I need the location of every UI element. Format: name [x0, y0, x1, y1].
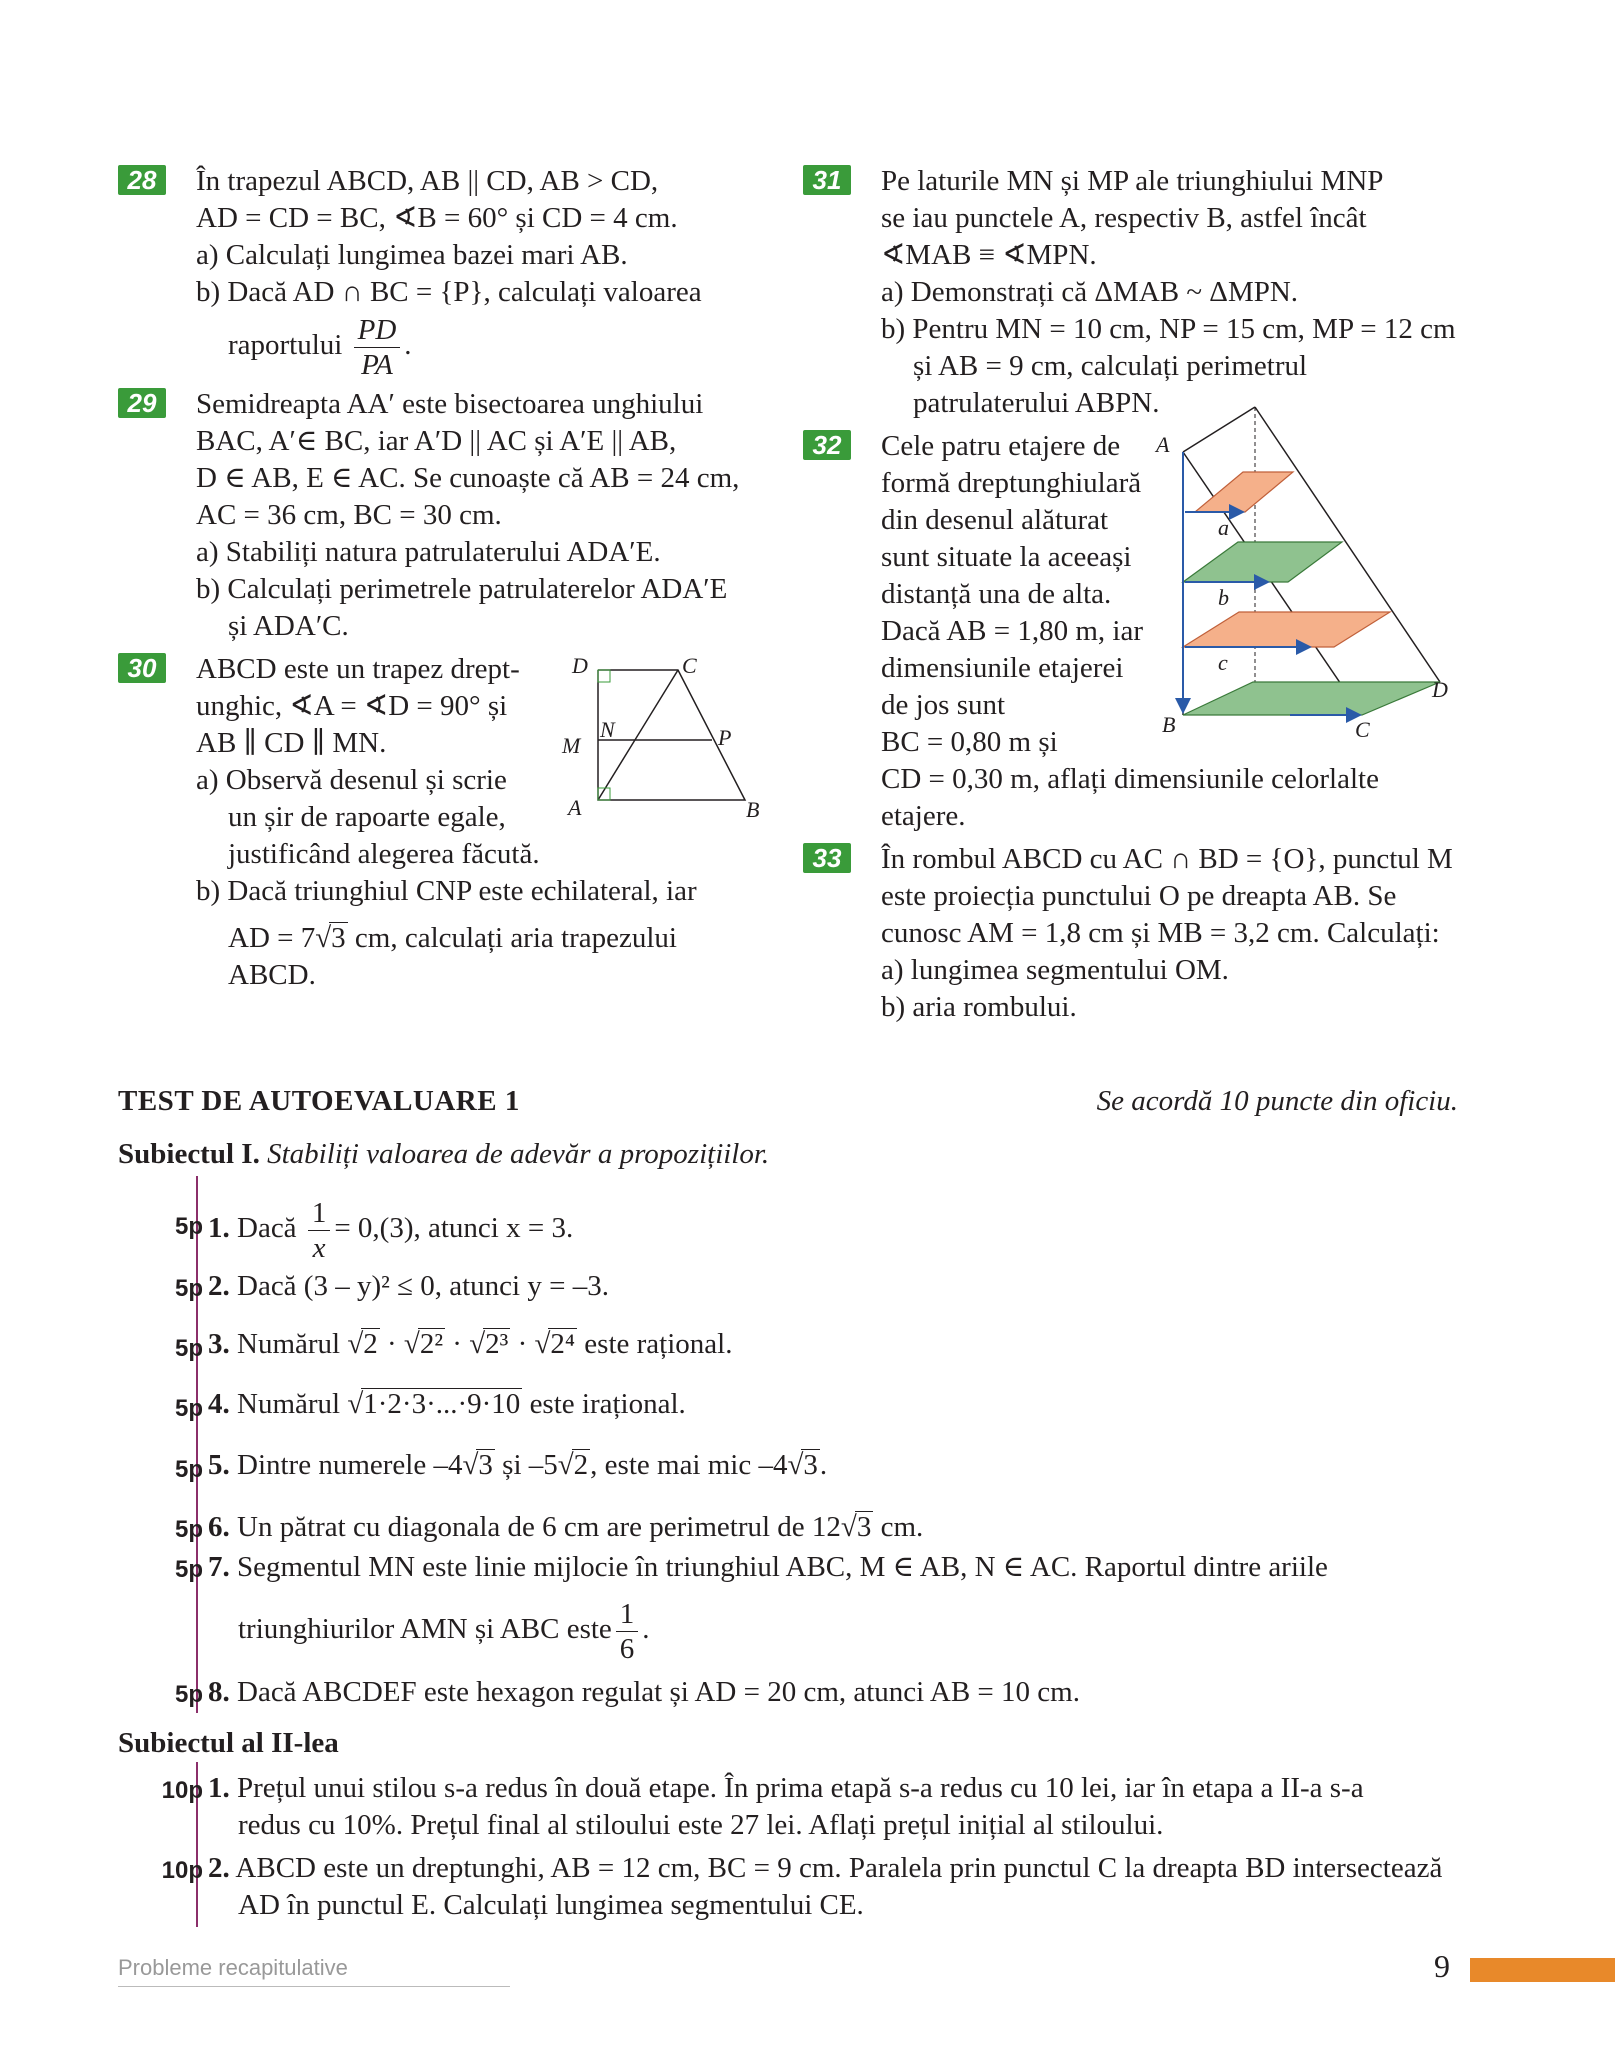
points: 10p: [161, 1857, 203, 1884]
problem-number-badge: 33: [803, 843, 851, 873]
problem-line: a) Demonstrați că ΔMAB ~ ΔMPN.: [881, 276, 1299, 308]
radicand: 2²: [419, 1328, 444, 1360]
problem-line: este proiecția punctului O pe dreapta AB. Se: [881, 880, 1397, 912]
problem-number-badge: 32: [803, 430, 851, 460]
subject-2-label: Subiectul al II-lea: [118, 1727, 339, 1759]
item-tail: este rațional.: [584, 1328, 733, 1360]
item-body: ABCD este un dreptunghi, AB = 12 cm, BC = 9 cm. Paralela prin punctul C la dreapta BD intersectează: [235, 1852, 1443, 1884]
subject-1-instruction: Stabiliți valoarea de adevăr a propozițiilor.: [267, 1138, 770, 1170]
problem-line: BAC, A′∈ BC, iar A′D || AC și A′E || AB,: [196, 425, 677, 457]
problem-line: patrulaterului ABPN.: [913, 387, 1160, 419]
item-text: [208, 1850, 1442, 1887]
test-note: Se acordă 10 puncte din oficiu.: [1096, 1085, 1458, 1117]
points: 5p: [174, 1556, 203, 1583]
points: 5p: [174, 1335, 203, 1362]
item-text: 4. Numărul √1·2·3·...·9·10 este irațional.: [208, 1388, 686, 1420]
problem-line: Semidreapta AA′ este bisectoarea unghiului: [196, 388, 704, 420]
fraction-numerator: PD: [354, 313, 401, 348]
radicand: 3: [478, 1449, 493, 1481]
item-tail: cm.: [880, 1511, 924, 1543]
problem-line: de jos sunt: [881, 689, 1006, 721]
sqrt-symbol: √: [315, 922, 332, 954]
item-body-continued: redus cu 10%. Prețul final al stiloului este 27 lei. Aflați prețul inițial al stiloului.: [238, 1809, 1164, 1841]
problem-line: și ADA′C.: [228, 610, 349, 642]
points: 5p: [174, 1275, 203, 1302]
problem-line: b) Dacă AD ∩ BC = {P}, calculați valoarea: [196, 276, 702, 308]
radicand: 2³: [485, 1328, 509, 1360]
item-lead: Dacă: [237, 1212, 297, 1245]
item-text-continued: triunghiurilor AMN și ABC este $\frac{1}{6}$ .: [238, 1598, 650, 1665]
item-lead: Dintre numerele –4: [237, 1449, 463, 1481]
problem-line: a) lungimea segmentului OM.: [881, 954, 1229, 986]
label-C: C: [1355, 717, 1370, 742]
problem-line: ABCD.: [228, 959, 316, 991]
item-lead: Un pătrat cu diagonala de 6 cm are perimetrul de 12: [237, 1511, 841, 1543]
problem-line: formă dreptunghiulară: [881, 467, 1142, 499]
label-D: D: [572, 655, 588, 678]
problem-line: b) Calculați perimetrele patrulaterelor ADA′E: [196, 573, 728, 605]
problem-line: b) Pentru MN = 10 cm, NP = 15 cm, MP = 12 cm: [881, 313, 1456, 345]
problem-line: dimensiunile etajerei: [881, 652, 1124, 684]
problem-line: a) Observă desenul și scrie: [196, 764, 507, 796]
test-title: TEST DE AUTOEVALUARE 1: [118, 1085, 520, 1117]
label-C: C: [682, 655, 697, 678]
label-a: a: [1218, 515, 1229, 540]
radicand: 1·2·3·...·9·10: [363, 1388, 521, 1420]
problem-line: din desenul alăturat: [881, 504, 1109, 536]
problem-number-badge: 28: [118, 165, 166, 195]
problem-line: CD = 0,30 m, aflați dimensiunile celorlalte: [881, 763, 1379, 795]
fraction-denominator: PA: [361, 349, 393, 381]
radicand: 3: [803, 1449, 818, 1481]
item-tail: este irațional.: [529, 1388, 686, 1420]
item-number: 8.: [208, 1676, 230, 1708]
points: 10p: [161, 1777, 203, 1804]
problem-line: Cele patru etajere de: [881, 430, 1121, 462]
item-number: 5.: [208, 1449, 230, 1481]
footer-section-title: Probleme recapitulative: [118, 1955, 348, 1980]
problem-line: AD = CD = BC, ∢B = 60° și CD = 4 cm.: [196, 202, 678, 234]
problem-line: distanță una de alta.: [881, 578, 1112, 610]
radicand: 3: [331, 922, 346, 954]
item-number: 1.: [208, 1212, 230, 1245]
item-body: Dacă (3 – y)² ≤ 0, atunci y = –3.: [237, 1270, 609, 1302]
item-number: 4.: [208, 1388, 230, 1420]
fraction-denominator: x: [312, 1232, 326, 1264]
item-lead: Segmentul MN este linie mijlocie în triunghiul ABC, M ∈ AB, N ∈ AC. Raportul dintre ariile: [237, 1551, 1328, 1583]
radicand: 3: [856, 1511, 872, 1543]
label-P: P: [718, 725, 732, 750]
raport-label: raportului: [228, 329, 343, 362]
problem-line: a) Calculați lungimea bazei mari AB.: [196, 239, 628, 271]
problem-line: un șir de rapoarte egale,: [228, 801, 506, 833]
item-tail: , este mai mic –4: [590, 1449, 788, 1481]
points: 5p: [174, 1516, 203, 1543]
problem-number-badge: 29: [118, 388, 166, 418]
problem-line: și AB = 9 cm, calculați perimetrul: [913, 350, 1308, 382]
problem-line: BC = 0,80 m și: [881, 726, 1058, 758]
label-b: b: [1218, 585, 1229, 610]
item-number: 7.: [208, 1551, 230, 1583]
problem-line: se iau punctele A, respectiv B, astfel încât: [881, 202, 1367, 234]
problem-line: Pe laturile MN și MP ale triunghiului MNP: [881, 165, 1384, 197]
item-lead-2: triunghiurilor AMN și ABC este: [238, 1613, 612, 1646]
problem-line: În rombul ABCD cu AC ∩ BD = {O}, punctul M: [881, 843, 1453, 875]
points: 5p: [174, 1213, 203, 1240]
points: 5p: [174, 1681, 203, 1708]
item-number: 6.: [208, 1511, 230, 1543]
fraction-numerator: 1: [616, 1597, 639, 1632]
expression-text: cm, calculați aria trapezului: [354, 922, 677, 954]
item-text: 3. Numărul √2 · √2² · √2³ · √2⁴ este rațional.: [208, 1328, 733, 1360]
problem-line: raportului $\frac{PD}{PA}$ .: [228, 314, 412, 381]
item-body-continued: AD în punctul E. Calculați lungimea segmentului CE.: [238, 1889, 864, 1921]
problem-line: cunosc AM = 1,8 cm și MB = 3,2 cm. Calculați:: [881, 917, 1440, 949]
subject-2-items: [118, 0, 1458, 2048]
item-lead: Numărul: [237, 1328, 341, 1360]
item-body: Dacă ABCDEF este hexagon regulat și AD = 20 cm, atunci AB = 10 cm.: [237, 1676, 1080, 1708]
item-end: .: [819, 1449, 828, 1481]
problem-line: a) Stabiliți natura patrulaterului ADA′E.: [196, 536, 661, 568]
footer-rule: [118, 1986, 510, 1987]
label-A: A: [1156, 432, 1170, 457]
problem-number-badge: 30: [118, 653, 166, 683]
label-N: N: [600, 717, 615, 742]
item-tail: = 0,(3), atunci x = 3.: [334, 1212, 574, 1245]
label-A: A: [568, 795, 582, 820]
item-number: 3.: [208, 1328, 230, 1360]
problem-line: unghic, ∢A = ∢D = 90° și: [196, 690, 508, 722]
page-number: 9: [1434, 1948, 1450, 1984]
problem-line: D ∈ AB, E ∈ AC. Se cunoaște că AB = 24 cm,: [196, 462, 740, 494]
problem-line: b) aria rombului.: [881, 991, 1077, 1023]
expression-text: AD = 7: [228, 922, 316, 954]
item-text: 6. Un pătrat cu diagonala de 6 cm are perimetrul de 12√3 cm.: [208, 1511, 924, 1543]
label-B: B: [1162, 712, 1176, 737]
fraction-denominator: 6: [619, 1633, 635, 1665]
problem-line: ABCD este un trapez drept-: [196, 653, 520, 685]
problem-line: AB ∥ CD ∥ MN.: [196, 727, 387, 759]
subject-1-label: Subiectul I.: [118, 1138, 260, 1170]
label-M: M: [562, 733, 581, 758]
problem-line: etajere.: [881, 800, 966, 832]
fraction-numerator: 1: [308, 1196, 331, 1231]
points: 5p: [174, 1395, 203, 1422]
item-text: 5. Dintre numerele –4√3 și –5√2, este mai mic –4√3.: [208, 1449, 828, 1481]
radicand: 2: [573, 1449, 589, 1481]
label-B: B: [746, 797, 760, 822]
problem-line: b) Dacă triunghiul CNP este echilateral, iar: [196, 875, 697, 907]
problem-line: Dacă AB = 1,80 m, iar: [881, 615, 1143, 647]
problem-line: În trapezul ABCD, AB || CD, AB > CD,: [196, 165, 659, 197]
label-D: D: [1432, 677, 1448, 702]
label-c: c: [1218, 650, 1228, 675]
problem-line: AC = 36 cm, BC = 30 cm.: [196, 499, 502, 531]
radicand: 2⁴: [550, 1328, 576, 1360]
item-number: 2.: [208, 1270, 230, 1302]
item-lead: Numărul: [237, 1388, 341, 1420]
problem-line: ∢MAB ≡ ∢MPN.: [881, 239, 1097, 271]
problem-line: justificând alegerea făcută.: [228, 838, 540, 870]
item-number: 2.: [208, 1852, 230, 1884]
item-number: 1.: [208, 1772, 230, 1804]
item-mid: și –5: [502, 1449, 558, 1481]
problem-number-badge: 31: [803, 165, 851, 195]
item-body: Prețul unui stilou s-a redus în două etape. În prima etapă s-a redus cu 10 lei, iar în etapa a II-a s-a: [237, 1772, 1364, 1804]
points: 5p: [174, 1456, 203, 1483]
problem-line: sunt situate la aceeași: [881, 541, 1132, 573]
radicand: 2: [363, 1328, 378, 1360]
page-accent-bar: [1470, 1958, 1615, 1982]
item-text: [208, 1770, 1364, 1807]
